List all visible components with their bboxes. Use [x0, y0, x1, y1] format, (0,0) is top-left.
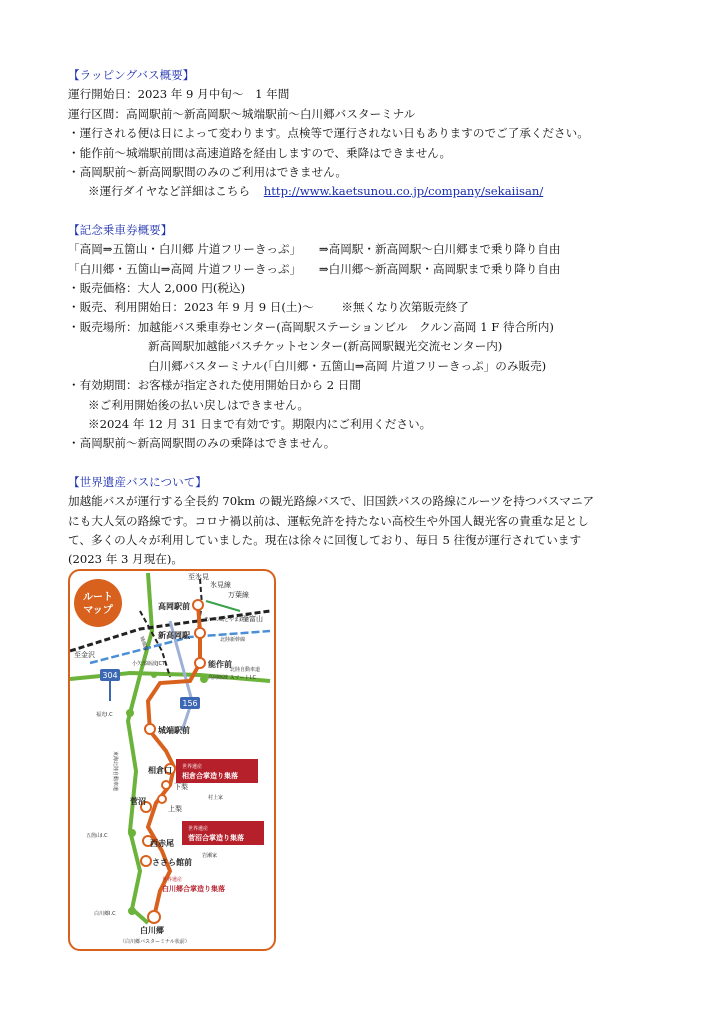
- map-label: 小矢部砺波JCT: [132, 661, 166, 667]
- heritage-small: 世界遺産: [162, 877, 183, 883]
- ticket-restriction: ・高岡駅前～新高岡駅間のみの乗降はできません。: [68, 436, 336, 451]
- stop-label: 西赤尾: [150, 839, 174, 848]
- ic-marker: [200, 675, 208, 683]
- about-line: て、多くの人々が利用していました。現在は徐々に回復しており、毎日 5 往復が運行されています: [68, 532, 582, 547]
- ticket-validity: ・有効期間：お客様が指定された使用開始日から 2 日間: [68, 378, 361, 393]
- heritage-name: 白川郷合掌造り集落: [162, 885, 225, 893]
- section-heading-about: 【世界遺産バスについて】: [68, 474, 207, 489]
- badge-text: マップ: [83, 605, 113, 616]
- map-label: 高岡砺波 スマートI.C: [208, 675, 257, 681]
- stop-marker: [141, 856, 151, 866]
- stop-label: ささら館前: [152, 858, 192, 867]
- ticket-type-desc: ⇒白川郷～新高岡駅・高岡駅まで乗り降り自由: [318, 261, 561, 276]
- ticket-start-row: [68, 298, 668, 317]
- operation-period: 運行開始日：2023 年 9 月中旬～ 1 年間: [68, 87, 290, 102]
- map-label: 氷見線: [210, 581, 231, 589]
- details-link[interactable]: http://www.kaetsunou.co.jp/company/sekaiisan/: [263, 184, 544, 199]
- map-label: 岩瀬家: [202, 853, 218, 859]
- stop-label: 白川郷: [140, 926, 164, 935]
- ticket-type-desc: ⇒高岡駅・新高岡駅～白川郷まで乗り降り自由: [318, 242, 561, 257]
- wrapping-note: ・能作前～城端駅前間は高速道路を経由しますので、乗降はできません。: [68, 145, 452, 160]
- route-304-label: 304: [102, 671, 118, 680]
- map-label: 至金沢: [74, 651, 95, 659]
- ticket-places: ・販売場所：加越能バス乗車券センター(高岡駅ステーションビル クルン高岡 1 F 待合所内): [68, 319, 554, 334]
- section-heading-ticket: 【記念乗車券概要】: [68, 222, 173, 237]
- ic-marker: [128, 907, 136, 915]
- map-label: （白川郷バスターミナル状前）: [120, 939, 190, 945]
- heritage-name: 菅沼合掌造り集落: [188, 834, 244, 842]
- stop-label: 能作前: [208, 660, 232, 669]
- about-line: にも大人気の路線です。コロナ禍以前は、運転免許を持たない高校生や外国人観光客の貴重な足とし: [68, 513, 589, 528]
- heritage-small: 世界遺産: [182, 764, 203, 770]
- stop-marker: [162, 781, 170, 789]
- heritage-small: 世界遺産: [188, 826, 209, 832]
- ic-marker: [126, 709, 134, 717]
- stop-marker: [148, 911, 160, 923]
- map-label: 五箇山I.C: [86, 833, 108, 839]
- ticket-place: 新高岡駅加越能バスチケットセンター(新高岡駅観光交流センター内): [148, 339, 503, 354]
- wrapping-note: ・運行される便は日によって変わります。点検等で運行されない日もありますのでご了承ください。: [68, 126, 589, 141]
- details-label: ※運行ダイヤなど詳細はこちら: [88, 184, 251, 199]
- ticket-price: ・販売価格：大人 2,000 円(税込): [68, 281, 246, 296]
- heritage-name: 相倉合掌造り集落: [182, 772, 238, 780]
- validity-note: ※ご利用開始後の払い戻しはできません。: [88, 397, 309, 412]
- stop-marker: [158, 795, 166, 803]
- details-row: [68, 182, 668, 201]
- stop-label: 上梨: [168, 805, 182, 813]
- ticket-place: 白川郷バスターミナル(「白川郷・五箇山⇒高岡 片道フリーきっぷ」のみ販売): [148, 358, 547, 373]
- stop-label: 菅沼: [130, 797, 146, 806]
- ticket-type-row: [68, 240, 668, 259]
- stop-label: 城端駅前: [158, 726, 190, 735]
- document-body: [68, 66, 668, 570]
- ticket-type-name: 「高岡⇒五箇山・白川郷 片道フリーきっぷ」: [68, 242, 302, 257]
- map-label: 至富山: [242, 615, 263, 623]
- wrapping-note: ・高岡駅前～新高岡駅間のみのご利用はできません。: [68, 165, 347, 180]
- badge-circle: [74, 579, 122, 627]
- ticket-type-row: [68, 260, 668, 279]
- stop-marker: [145, 724, 155, 734]
- ic-marker: [128, 829, 136, 837]
- operation-route: 運行区間：高岡駅前～新高岡駅～城端駅前～白川郷バスターミナル: [68, 106, 416, 121]
- route-map-canvas: [70, 571, 274, 949]
- map-label: あいの風とやま鉄道: [204, 617, 250, 623]
- stop-label: 高岡駅前: [158, 602, 190, 611]
- ticket-type-name: 「白川郷・五箇山⇒高岡 片道フリーきっぷ」: [68, 261, 302, 276]
- stop-label: 下梨: [174, 783, 188, 791]
- map-label: 東海北陸自動車道: [112, 751, 118, 792]
- badge-text: ルート: [83, 592, 113, 603]
- stop-label: 相倉口: [148, 766, 172, 775]
- stop-label: 新高岡駅: [158, 631, 190, 640]
- about-line: 加越能バスが運行する全長約 70km の観光路線バスで、旧国鉄バスの路線にルーツを持つバスマニア: [68, 494, 595, 509]
- map-label: 北陸自動車道: [230, 667, 261, 673]
- stop-marker: [193, 600, 203, 610]
- route-156-label: 156: [182, 699, 198, 708]
- validity-note: ※2024 年 12 月 31 日まで有効です。期限内にご利用ください。: [88, 416, 432, 431]
- map-label: 福光I.C: [96, 712, 113, 718]
- manyo-line: [206, 601, 240, 611]
- stop-marker: [195, 628, 205, 638]
- map-label: 白川郷I.C: [94, 911, 116, 917]
- route-map: [68, 569, 276, 951]
- about-line: (2023 年 3 月現在)。: [68, 552, 183, 567]
- map-label: 城端線: [138, 635, 149, 652]
- map-label: 万葉線: [228, 591, 249, 599]
- map-label: 村上家: [208, 795, 224, 801]
- ticket-start-note: ※無くなり次第販売終了: [341, 300, 469, 315]
- ticket-start: ・販売、利用開始日：2023 年 9 月 9 日(土)～: [68, 300, 314, 315]
- map-label: 北陸新幹線: [220, 637, 246, 643]
- stop-marker: [195, 658, 205, 668]
- section-heading-wrapping: 【ラッピングバス概要】: [68, 68, 195, 82]
- ic-marker: [151, 672, 157, 678]
- map-label: 至氷見: [188, 573, 209, 581]
